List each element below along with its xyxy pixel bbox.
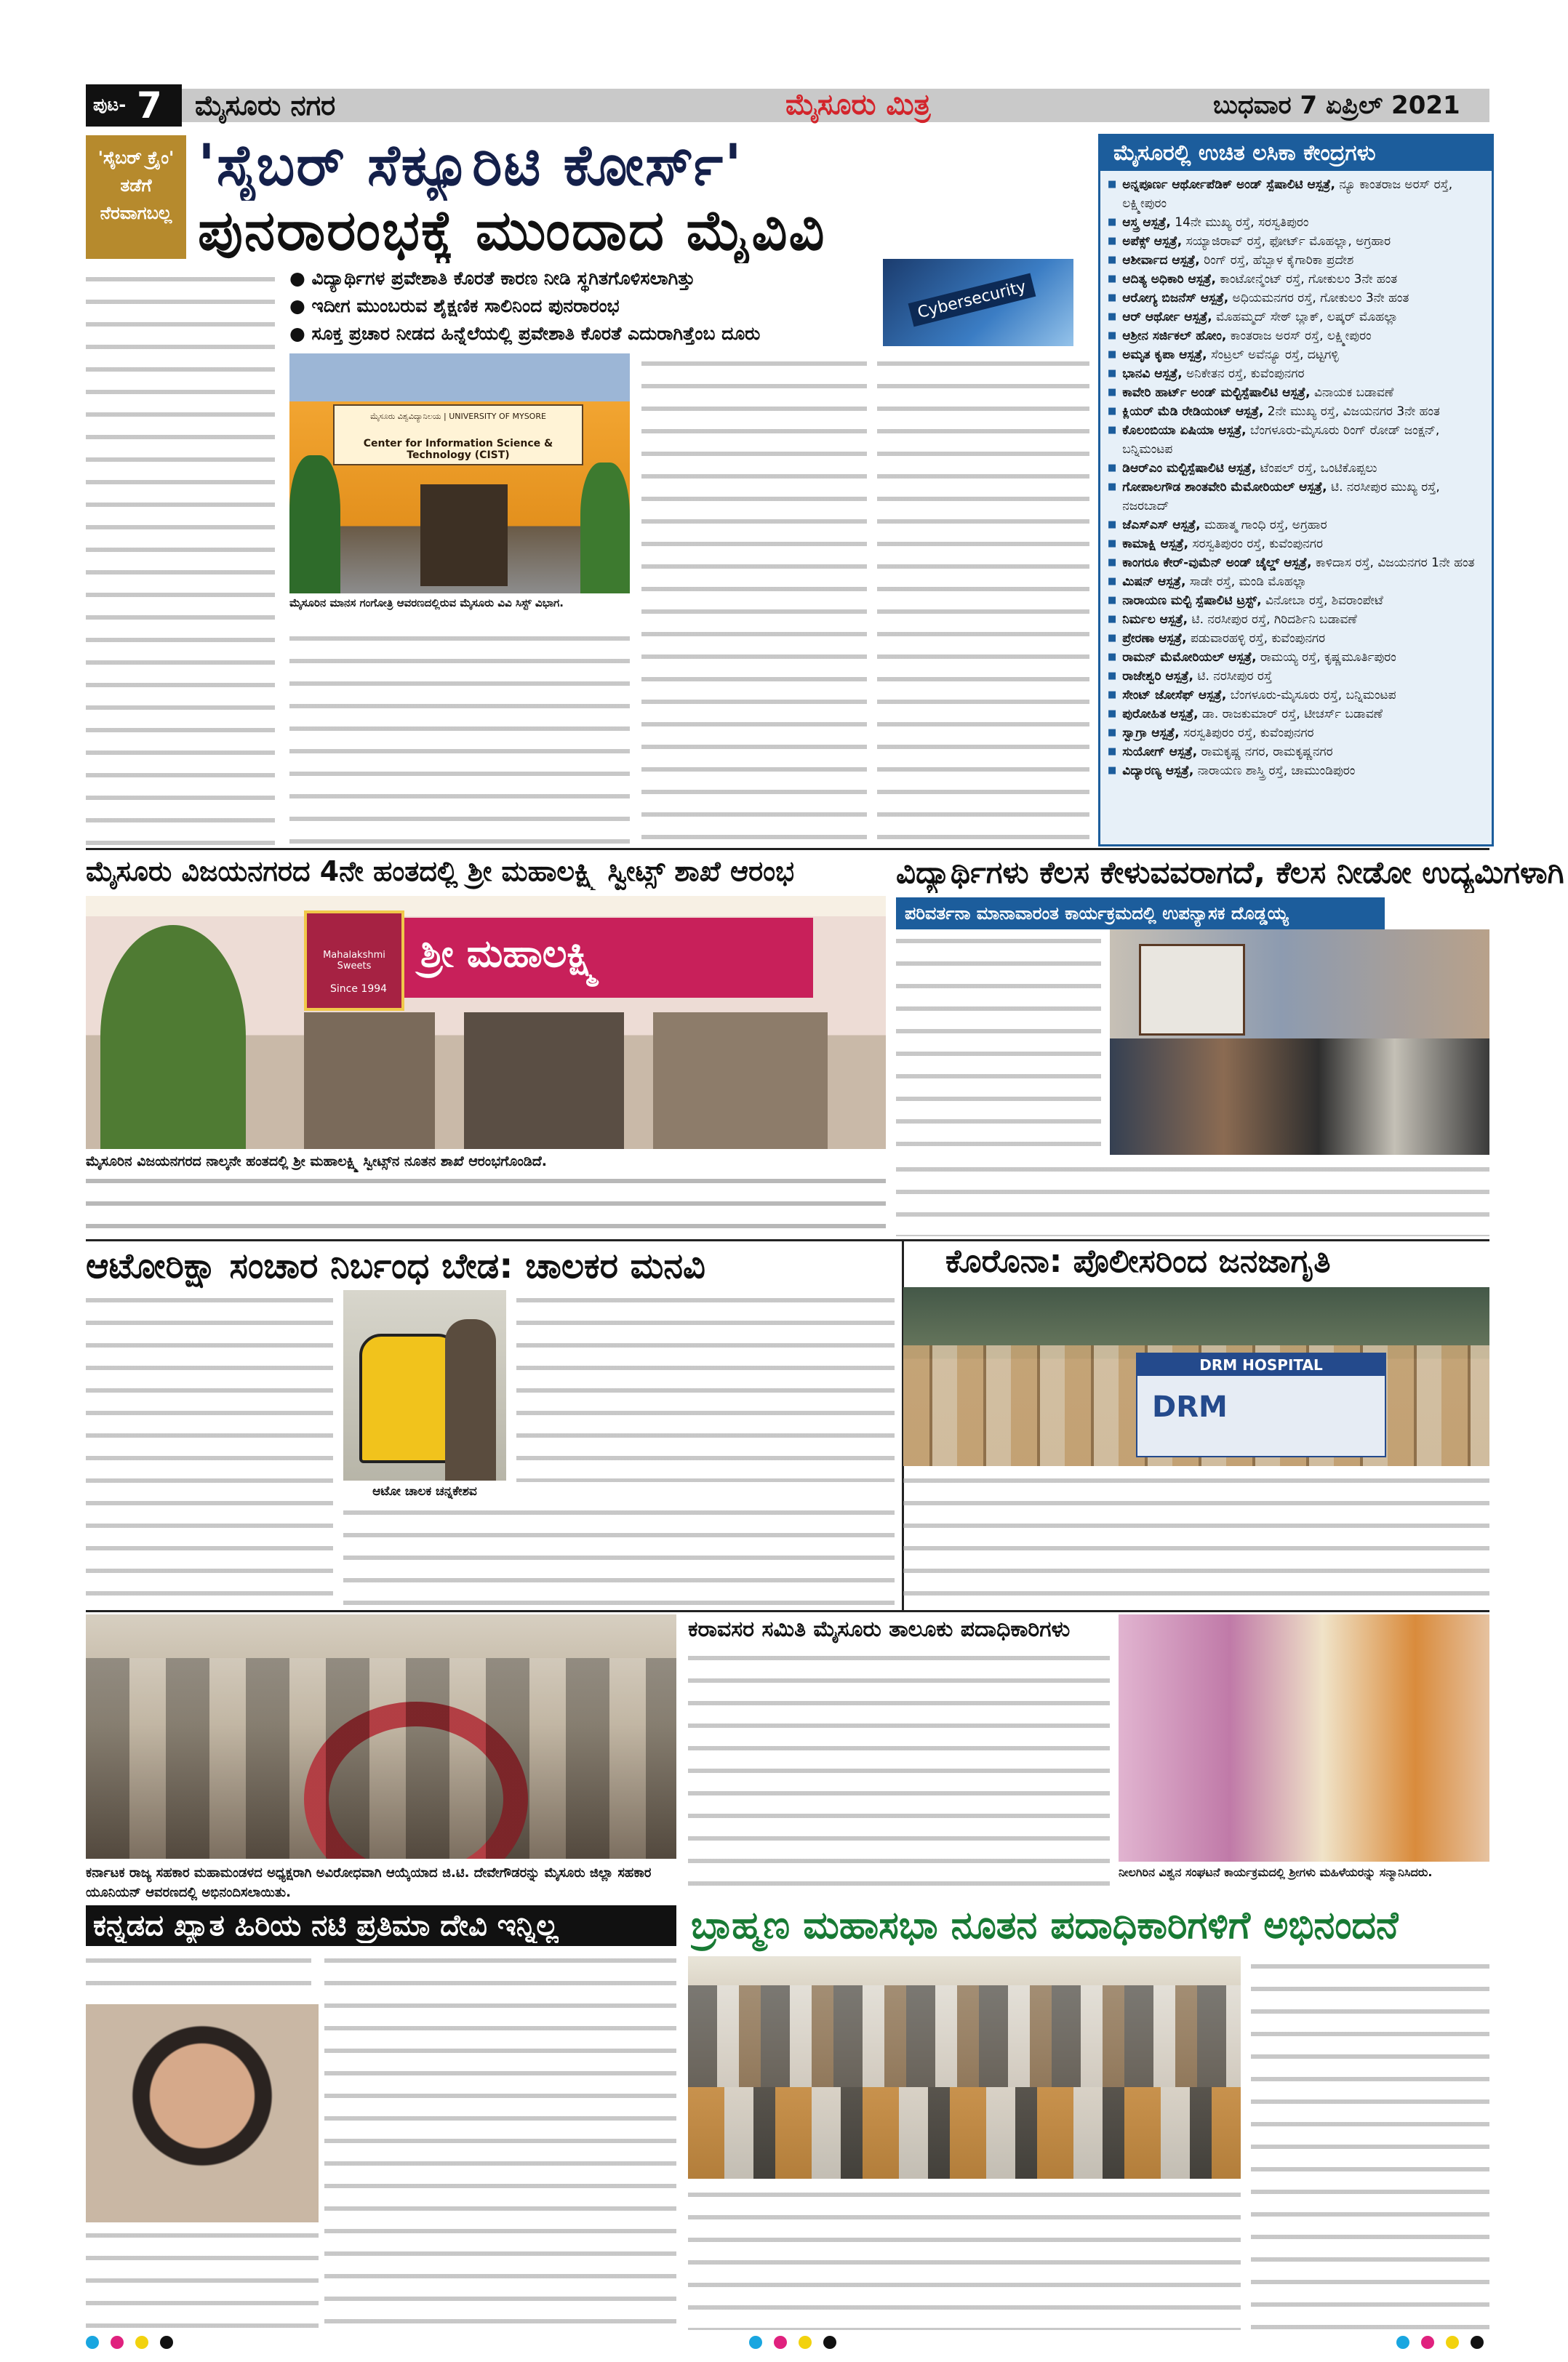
vaccination-centre-text (1122, 686, 1396, 705)
vaccination-centre (1108, 610, 1484, 629)
checkbox-bullet-icon: ■ (1108, 614, 1117, 625)
checkbox-bullet-icon: ■ (1108, 746, 1117, 757)
page-number-box (86, 84, 182, 127)
registration-dot (86, 2336, 99, 2349)
vaccination-centre (1108, 629, 1484, 648)
vaccination-centre (1108, 724, 1484, 742)
vaccination-centre (1108, 553, 1484, 572)
vaccination-centre-text (1122, 705, 1383, 724)
sweets-shop-photo (86, 896, 886, 1149)
checkbox-bullet-icon: ■ (1108, 576, 1117, 587)
cyber-subhead-1: ● ವಿದ್ಯಾರ್ಥಿಗಳ ಪ್ರವೇಶಾತಿ ಕೊರತೆ ಕಾರಣ ನೀಡಿ ಸ್ಥಗಿತಗೊಳಿಸಲಾಗಿತ್ತು (289, 268, 695, 289)
vaccination-centre-address: ಬೆಂಗಳೂರು-ಮೈಸೂರು ರಿಂಗ್ ರೋಡ್ ಜಂಕ್ಷನ್, ಬನ್ನಿಮಂಟಪ (1122, 423, 1440, 457)
vaccination-centre (1108, 175, 1484, 213)
vaccination-centre (1108, 421, 1484, 459)
karadasa-headline: ಕರಾವಸರ ಸಮಿತಿ ಮೈಸೂರು ತಾಲೂಕು ಪದಾಧಿಕಾರಿಗಳು (688, 1617, 1071, 1642)
cyber-graphic-label: Cybersecurity (908, 273, 1036, 327)
plant-right (580, 463, 630, 593)
vaccination-centre-text (1122, 591, 1383, 610)
vaccination-centre-text (1122, 629, 1325, 648)
cyber-headline-2: ಪುನರಾರಂಭಕ್ಕೆ ಮುಂದಾದ ಮೈವಿವಿ (198, 198, 826, 263)
checkbox-bullet-icon: ■ (1108, 463, 1117, 473)
checkbox-bullet-icon: ■ (1108, 670, 1117, 681)
registration-marks-right (1396, 2336, 1495, 2352)
vaccination-centre-text (1122, 383, 1393, 402)
karadasa-caption: ನೀಲಗಿರಿನ ವಿಶ್ವನ ಸಂಘಟನೆ ಕಾರ್ಯಕ್ರಮದಲ್ಲಿ ಶ್ರೀಗಳು ಮಹಿಳೆಯರನ್ನು ಸನ್ಮಾನಿಸಿದರು. (1119, 1865, 1433, 1879)
shop-sign-text: ಶ್ರೀ ಮಹಾಲಕ್ಷ್ಮಿ (420, 932, 599, 976)
vaccination-centre-name: ಅಮೃತ ಕೃಪಾ ಆಸ್ಪತ್ರೆ, (1122, 348, 1207, 362)
vaccination-centre-address: ಟಿ. ನರಸೀಪುರ ರಸ್ತೆ, ಗಿರಿದರ್ಶಿನಿ ಬಡಾವಣೆ (1191, 612, 1357, 627)
cyber-body-col3 (641, 355, 867, 845)
registration-dot (1396, 2336, 1409, 2349)
vaccination-centre-name: ಆಶ್ರೀನ ಸರ್ಜಿಕಲ್ ಹೋಂ, (1122, 329, 1227, 343)
registration-marks-left (86, 2336, 185, 2352)
vaccination-centre-address: ಟಿ. ನರಸೀಪುರ ಮುಖ್ಯ ರಸ್ತೆ, ನಜರಬಾದ್ (1122, 480, 1440, 513)
vaccination-centre-name: ಕಾಂಗರೂ ಕೇರ್-ವುಮೆನ್ ಅಂಡ್ ಚೈಲ್ಡ್ ಆಸ್ಪತ್ರೆ, (1122, 556, 1312, 570)
checkbox-bullet-icon: ■ (1108, 519, 1117, 530)
vaccination-centre (1108, 383, 1484, 402)
crowd (86, 1658, 676, 1859)
group-seated (688, 2087, 1241, 2179)
vaccination-centre-name: ವಿದ್ಯಾರಣ್ಯ ಆಸ್ಪತ್ರೆ, (1122, 764, 1194, 778)
vaccination-centre-address: ಮೊಹಮ್ಮದ್ ಸೇಠ್ ಬ್ಲಾಕ್, ಲಷ್ಕರ್ ಮೊಹಲ್ಲಾ (1216, 310, 1399, 324)
sweets-caption-body (86, 1172, 886, 1236)
prathima-body-col1b (86, 2227, 319, 2330)
sweets-caption: ಮೈಸೂರಿನ ವಿಜಯನಗರದ ನಾಲ್ಕನೇ ಹಂತದಲ್ಲಿ ಶ್ರೀ ಮಹಾಲಕ್ಷ್ಮಿ ಸ್ವೀಟ್ಸ್‌ನ ನೂತನ ಶಾಖೆ ಆರಂಭಗೊಂಡಿದೆ. (86, 1153, 547, 1169)
checkbox-bullet-icon: ■ (1108, 368, 1117, 379)
checkbox-bullet-icon: ■ (1108, 311, 1117, 322)
vaccination-centre-name: ಪುರೋಹಿತ ಆಸ್ಪತ್ರೆ, (1122, 707, 1199, 721)
vaccination-centre-address: ಕಾಂಟೋನ್ಮೆಂಟ್ ರಸ್ತೆ, ಗೋಕುಲಂ 3ನೇ ಹಂತ (1220, 272, 1398, 287)
vaccination-centre-address: ನಾರಾಯಣ ಶಾಸ್ತ್ರಿ ರಸ್ತೆ, ಚಾಮುಂಡಿಪುರಂ (1197, 764, 1356, 778)
vaccination-centre (1108, 478, 1484, 516)
checkbox-bullet-icon: ■ (1108, 387, 1117, 398)
vaccination-centre (1108, 289, 1484, 308)
checkbox-bullet-icon: ■ (1108, 349, 1117, 360)
vaccination-centre-text (1122, 742, 1332, 761)
registration-dot (823, 2336, 836, 2349)
vaccination-centre-address: ಅಧಿಯಮನಗರ ರಸ್ತೆ, ಗೋಕುಲಂ 3ನೇ ಹಂತ (1232, 291, 1409, 305)
vaccination-centre-name: ರಾಮನ್ ಮೆಮೋರಿಯಲ್ ಆಸ್ಪತ್ರೆ, (1122, 650, 1257, 665)
brahmana-photo (688, 1956, 1241, 2179)
vaccination-centre-address: ಡಾ. ರಾಜಕುಮಾರ್ ರಸ್ತೆ, ಟೀಚರ್ಸ್ ಬಡಾವಣೆ (1201, 707, 1383, 721)
checkbox-bullet-icon: ■ (1108, 765, 1117, 776)
vaccination-centre-name: ಆರ್ ಆರ್ಥೋ ಆಸ್ಪತ್ರೆ, (1122, 310, 1212, 324)
drm-banner (1136, 1353, 1386, 1457)
cist-building-photo (289, 353, 630, 593)
vaccination-centre-address: ಸೆಂಟ್ರಲ್ ಅವೆನ್ಯೂ ರಸ್ತೆ, ದಟ್ಟಗಳ್ಳಿ (1210, 348, 1339, 362)
vaccination-centre-name: ಸ್ವಾಗ್ರಾ ಆಸ್ಪತ್ರೆ, (1122, 726, 1180, 740)
paper-name: ಮೈಸೂರು ಮಿತ್ರ (785, 87, 931, 121)
auto-photo (343, 1290, 506, 1481)
divider (86, 1610, 1489, 1612)
vaccination-centre (1108, 667, 1484, 686)
checkbox-bullet-icon: ■ (1108, 595, 1117, 606)
registration-dot (1471, 2336, 1484, 2349)
vaccination-centre-address: ಸಯ್ಯಾಜಿರಾವ್ ರಸ್ತೆ, ಫೋರ್ಟ್ ಮೊಹಲ್ಲಾ, ಅಗ್ರಹಾರ (1185, 234, 1391, 249)
registration-dot (1446, 2336, 1459, 2349)
vaccination-centre-address: ವಿನೋಬಾ ರಸ್ತೆ, ಶಿವರಾಂಪೇಟೆ (1265, 593, 1383, 608)
cyber-headline-1: 'ಸೈಬರ್ ಸೆಕ್ಯೂರಿಟಿ ಕೋರ್ಸ್' (198, 133, 743, 199)
cyber-body-col4 (877, 355, 1089, 845)
vaccination-centre-address: ಅನಿಕೇತನ ರಸ್ತೆ, ಕುವೆಂಪುನಗರ (1186, 367, 1305, 381)
shop-logo: Mahalakshmi Sweets (323, 950, 385, 972)
vaccination-centre-text (1122, 610, 1357, 629)
students-photo (1110, 929, 1489, 1155)
cist-sign-line-1: ಮೈಸೂರು ವಿಶ್ವವಿದ್ಯಾನಿಲಯ | UNIVERSITY OF MYSORE (370, 412, 546, 421)
vaccination-centre-text (1122, 289, 1409, 308)
vaccination-centre-address: ನ್ಯೂ ಕಾಂತರಾಜ ಅರಸ್ ರಸ್ತೆ, ಲಕ್ಷ್ಮೀಪುರಂ (1122, 177, 1453, 211)
tree-left (100, 925, 246, 1149)
vaccination-centre-text (1122, 572, 1306, 591)
felicitation-caption: ಕರ್ನಾಟಕ ರಾಜ್ಯ ಸಹಕಾರ ಮಹಾಮಂಡಳದ ಅಧ್ಯಕ್ಷರಾಗಿ ಅವಿರೋಧವಾಗಿ ಆಯ್ಕೆಯಾದ ಜಿ.ಟಿ. ದೇವೇಗೌಡರನ್ನು ಮೈಸೂರು ಜಿಲ್ಲಾ ಸಹಕಾರ ಯೂನಿಯನ್ ಆವರಣದಲ್ಲಿ ಅಭಿನಂದಿಸಲಾಯಿತು. (86, 1865, 652, 1900)
vaccination-centre (1108, 648, 1484, 667)
vaccination-centre-name: ಕೊಲಂಬಿಯಾ ಏಷಿಯಾ ಆಸ್ಪತ್ರೆ, (1122, 423, 1247, 438)
cyber-body-col2 (289, 630, 630, 845)
felicitation-photo (86, 1614, 676, 1859)
section-name: ಮೈಸೂರು ನಗರ (195, 89, 336, 121)
driver (445, 1319, 496, 1481)
drm-banner-logo: DRM (1152, 1390, 1228, 1424)
karadasa-body (688, 1649, 1110, 1894)
vaccination-centre-text (1122, 402, 1440, 421)
students-body-bottom (896, 1161, 1489, 1236)
karadasa-photo (1119, 1614, 1489, 1862)
vaccination-centre-address: ಸರಸ್ವತಿಪುರಂ ರಸ್ತೆ, ಕುವೆಂಪುನಗರ (1183, 726, 1314, 740)
shop-sign-since: Since 1994 (330, 983, 388, 995)
shop-logo-badge (304, 910, 404, 1011)
vaccination-centre-name: ಕ್ಲಿಯರ್ ಮೆಡಿ ರೇಡಿಯಂಟ್ ಆಸ್ಪತ್ರೆ, (1122, 404, 1264, 419)
vaccination-title: ಮೈಸೂರಲ್ಲಿ ಉಚಿತ ಲಸಿಕಾ ಕೇಂದ್ರಗಳು (1100, 136, 1492, 171)
registration-dot (1421, 2336, 1434, 2349)
brahmana-body-right (1251, 1958, 1489, 2330)
vaccination-centre (1108, 345, 1484, 364)
drm-banner-title: DRM HOSPITAL (1137, 1354, 1385, 1376)
prathima-body-col1 (86, 1952, 311, 2000)
vaccination-centre-address: ರಾಮಕೃಷ್ಣ ನಗರ, ರಾಮಕೃಷ್ಣನಗರ (1201, 745, 1333, 759)
vaccination-centre-text (1122, 667, 1272, 686)
vaccination-centre-name: ಸೇಂಟ್ ಜೋಸೆಫ್ ಆಸ್ಪತ್ರೆ, (1122, 688, 1227, 702)
students-body-col1 (896, 932, 1101, 1155)
vaccination-centre (1108, 327, 1484, 345)
auto-body-col2 (516, 1292, 895, 1482)
vaccination-centre (1108, 270, 1484, 289)
vaccination-centre-name: ಕಾಮಾಕ್ಷಿ ಆಸ್ಪತ್ರೆ, (1122, 537, 1189, 551)
vaccination-centre-address: ಕಾಳಿದಾಸ ರಸ್ತೆ, ವಿಜಯನಗರ 1ನೇ ಹಂತ (1316, 556, 1475, 570)
kicker-text: 'ಸೈಬರ್ ಕ್ರೈಂ' ತಡೆಗೆ ನೆರವಾಗಬಲ್ಲ (97, 148, 175, 223)
brahmana-body-bottom (688, 2186, 1241, 2330)
vaccination-centre (1108, 459, 1484, 478)
vaccination-centre-text (1122, 761, 1355, 780)
vaccination-centre-name: ರಾಜೇಶ್ವರಿ ಆಸ್ಪತ್ರೆ, (1122, 669, 1193, 684)
vaccination-centre (1108, 761, 1484, 780)
vaccination-centre-text (1122, 648, 1396, 667)
vaccination-centre-address: ಟೆಂಪಲ್ ರಸ್ತೆ, ಒಂಟಿಕೊಪ್ಪಲು (1260, 461, 1377, 476)
corona-photo (903, 1287, 1489, 1466)
vaccination-centre (1108, 251, 1484, 270)
vaccination-centre-text (1122, 251, 1353, 270)
checkbox-bullet-icon: ■ (1108, 406, 1117, 417)
checkbox-bullet-icon: ■ (1108, 330, 1117, 341)
cyber-graphic (883, 259, 1073, 346)
checkbox-bullet-icon: ■ (1108, 557, 1117, 568)
vaccination-centre (1108, 308, 1484, 327)
vaccination-centre (1108, 742, 1484, 761)
vaccination-centre (1108, 402, 1484, 421)
checkbox-bullet-icon: ■ (1108, 179, 1117, 190)
auto-body-bottom (343, 1504, 895, 1606)
vaccination-centre-address: ಮಹಾತ್ಮ ಗಾಂಧಿ ರಸ್ತೆ, ಅಗ್ರಹಾರ (1204, 518, 1327, 532)
cyber-subhead-3: ● ಸೂಕ್ತ ಪ್ರಚಾರ ನೀಡದ ಹಿನ್ನೆಲೆಯಲ್ಲಿ ಪ್ರವೇಶಾತಿ ಕೊರತೆ ಎದುರಾಗಿತ್ತೆಂಬ ದೂರು (289, 323, 761, 344)
prathima-body-col2 (324, 1952, 676, 2330)
divider (86, 848, 1489, 850)
vaccination-centre-text (1122, 724, 1313, 742)
checkbox-bullet-icon: ■ (1108, 689, 1117, 700)
kicker-box (86, 135, 186, 259)
building-door (420, 484, 508, 586)
page-number: 7 (137, 84, 162, 127)
vaccination-centre-address: ಪಡುವಾರಹಳ್ಳಿ ರಸ್ತೆ, ಕುವೆಂಪುನಗರ (1190, 631, 1326, 646)
checkbox-bullet-icon: ■ (1108, 255, 1117, 265)
vaccination-centre-address: ರಿಂಗ್ ರಸ್ತೆ, ಹೆಬ್ಬಾಳ ಕೈಗಾರಿಕಾ ಪ್ರದೇಶ (1204, 253, 1354, 268)
vaccination-centre (1108, 535, 1484, 553)
registration-dot (135, 2336, 148, 2349)
vaccination-centre-text (1122, 535, 1323, 553)
vaccination-centre (1108, 572, 1484, 591)
vaccination-centre-text (1122, 308, 1398, 327)
vaccination-centre-address: ವಿನಾಯಕ ಬಡಾವಣೆ (1313, 385, 1394, 400)
vaccination-centre (1108, 364, 1484, 383)
vaccination-centre-name: ಆಶೀರ್ವಾದ ಆಸ್ಪತ್ರೆ, (1122, 253, 1200, 268)
brahmana-headline: ಬ್ರಾಹ್ಮಣ ಮಹಾಸಭಾ ನೂತನ ಪದಾಧಿಕಾರಿಗಳಿಗೆ ಅಭಿನಂದನೆ (691, 1904, 1399, 1947)
students-subhead: ಪರಿವರ್ತನಾ ಮಾನಾವಾರಂತ ಕಾರ್ಯಕ್ರಮದಲ್ಲಿ ಉಪನ್ಯಾಸಕ ದೊಡ್ಡಯ್ಯ (896, 897, 1385, 929)
vaccination-centre-name: ಗೋಪಾಲಗೌಡ ಶಾಂತವೇರಿ ಮೆಮೋರಿಯಲ್ ಆಸ್ಪತ್ರೆ, (1122, 480, 1327, 495)
sweets-headline: ಮೈಸೂರು ವಿಜಯನಗರದ 4ನೇ ಹಂತದಲ್ಲಿ ಶ್ರೀ ಮಹಾಲಕ್ಷ್ಮಿ ಸ್ವೀಟ್ಸ್ ಶಾಖೆ ಆರಂಭ (86, 855, 795, 887)
people-row (1110, 1038, 1489, 1155)
vaccination-centre-text (1122, 478, 1484, 516)
auto-headline: ಆಟೋರಿಕ್ಷಾ ಸಂಚಾರ ನಿರ್ಬಂಧ ಬೇಡ: ಚಾಲಕರ ಮನವಿ (86, 1246, 705, 1286)
vaccination-centre-text (1122, 213, 1308, 232)
vaccination-centre (1108, 686, 1484, 705)
registration-dot (799, 2336, 812, 2349)
vaccination-centre (1108, 516, 1484, 535)
vaccination-centre (1108, 232, 1484, 251)
vaccination-centre-name: ಕಾವೇರಿ ಹಾರ್ಟ್ ಅಂಡ್ ಮಲ್ಟಿಸ್ಪೆಷಾಲಿಟಿ ಆಸ್ಪತ್ರೆ, (1122, 385, 1311, 400)
vaccination-centre-name: ಸುಯೋಗ್ ಆಸ್ಪತ್ರೆ, (1122, 745, 1198, 759)
vaccination-list (1100, 171, 1492, 780)
registration-marks-center (749, 2336, 848, 2352)
vaccination-centre-text (1122, 459, 1377, 478)
group-standing (688, 1985, 1241, 2087)
vaccination-centre-name: ಡಿಆರ್‌ಎಂ ಮಲ್ಟಿಸ್ಪೆಷಾಲಿಟಿ ಆಸ್ಪತ್ರೆ, (1122, 461, 1257, 476)
auto-body-col1 (86, 1292, 333, 1606)
registration-dot (111, 2336, 124, 2349)
vaccination-centre-name: ನಾರಾಯಣ ಮಲ್ಟಿ ಸ್ಪೆಷಾಲಿಟಿ ಟ್ರಸ್ಟ್, (1122, 593, 1262, 608)
vaccination-centre-name: ಭಾನವಿ ಆಸ್ಪತ್ರೆ, (1122, 367, 1183, 381)
vaccination-box (1098, 134, 1494, 846)
registration-dot (749, 2336, 762, 2349)
vaccination-centre-name: ಆರೋಗ್ಯ ಬಿಜನೆಸ್ ಆಸ್ಪತ್ರೆ, (1122, 291, 1229, 305)
checkbox-bullet-icon: ■ (1108, 273, 1117, 284)
shop-counter (653, 1012, 828, 1149)
vaccination-centre-name: ಆಸ್ತ್ರ ಆಸ್ಪತ್ರೆ, (1122, 215, 1171, 230)
cyber-subhead-2: ● ಇದೀಗ ಮುಂಬರುವ ಶೈಕ್ಷಣಿಕ ಸಾಲಿನಿಂದ ಪುನರಾರಂಭ (289, 295, 620, 316)
checkbox-bullet-icon: ■ (1108, 633, 1117, 644)
checkbox-bullet-icon: ■ (1108, 538, 1117, 549)
students-headline: ವಿದ್ಯಾರ್ಥಿಗಳು ಕೆಲಸ ಕೇಳುವವರಾಗದೆ, ಕೆಲಸ ನೀಡೋ ಉದ್ಯಮಿಗಳಾಗಿ (896, 854, 1564, 890)
vaccination-centre-address: ಟಿ. ನರಸೀಪುರ ರಸ್ತೆ (1197, 669, 1273, 684)
plant-left (289, 455, 340, 593)
vaccination-centre-address: ಸಾಡೇ ರಸ್ತೆ, ಮಂಡಿ ಮೊಹಲ್ಲಾ (1189, 575, 1307, 589)
issue-date: ಬುಧವಾರ 7 ಏಪ್ರಿಲ್ 2021 (1213, 91, 1460, 120)
checkbox-bullet-icon: ■ (1108, 292, 1117, 303)
vaccination-centre-text (1122, 327, 1371, 345)
cist-photo-caption: ಮೈಸೂರಿನ ಮಾನಸ ಗಂಗೋತ್ರಿ ಆವರಣದಲ್ಲಿರುವ ಮೈಸೂರು ವಿವಿ ಸಿಸ್ಟ್ ವಿಭಾಗ. (289, 596, 564, 609)
vaccination-centre-text (1122, 553, 1474, 572)
checkbox-bullet-icon: ■ (1108, 481, 1117, 492)
vaccination-centre (1108, 705, 1484, 724)
corona-headline: ಕೊರೊನಾ: ಪೊಲೀಸರಿಂದ ಜನಜಾಗೃತಿ (945, 1243, 1331, 1280)
cyber-body-col1 (86, 271, 275, 845)
cist-sign-line-2: Center for Information Science & Technology (CIST) (363, 438, 553, 461)
vaccination-centre-address: 2ನೇ ಮುಖ್ಯ ರಸ್ತೆ, ವಿಜಯನಗರ 3ನೇ ಹಂತ (1267, 404, 1440, 419)
vaccination-centre-address: ಕಾಂತರಾಜ ಅರಸ್ ರಸ್ತೆ, ಲಕ್ಷ್ಮೀಪುರಂ (1230, 329, 1372, 343)
checkbox-bullet-icon: ■ (1108, 652, 1117, 662)
checkbox-bullet-icon: ■ (1108, 425, 1117, 436)
vaccination-centre-text (1122, 364, 1304, 383)
vaccination-centre-address: ರಾಮಯ್ಯ ರಸ್ತೆ, ಕೃಷ್ಣಮೂರ್ತಿಪುರಂ (1260, 650, 1396, 665)
vaccination-centre-name: ಅಪೆಕ್ಸ್ ಆಸ್ಪತ್ರೆ, (1122, 234, 1183, 249)
vaccination-centre-name: ಪ್ರೇರಣಾ ಆಸ್ಪತ್ರೆ, (1122, 631, 1187, 646)
page-label: ಪುಟ- (93, 95, 127, 115)
vaccination-centre-text (1122, 270, 1397, 289)
vaccination-centre-text (1122, 516, 1327, 535)
registration-dot (774, 2336, 787, 2349)
checkbox-bullet-icon: ■ (1108, 708, 1117, 719)
vaccination-centre-text (1122, 232, 1391, 251)
vaccination-centre-text (1122, 175, 1484, 213)
shop-entrance (464, 1012, 624, 1149)
vaccination-centre (1108, 591, 1484, 610)
corona-body (903, 1472, 1489, 1607)
checkbox-bullet-icon: ■ (1108, 217, 1117, 228)
vaccination-centre (1108, 213, 1484, 232)
vaccination-centre-name: ನಿರ್ಮಲ ಆಸ್ಪತ್ರೆ, (1122, 612, 1188, 627)
vaccination-centre-name: ಆದಿತ್ಯ ಅಧಿಕಾರಿ ಆಸ್ಪತ್ರೆ, (1122, 272, 1216, 287)
vaccination-centre-name: ಜೆಎಸ್‌ಎಸ್ ಆಸ್ಪತ್ರೆ, (1122, 518, 1201, 532)
prathima-portrait (86, 2004, 319, 2222)
checkbox-bullet-icon: ■ (1108, 727, 1117, 738)
cist-sign (333, 404, 583, 465)
vaccination-centre-name: ಅನ್ನಪೂರ್ಣ ಆರ್ಥೋಪೆಡಿಕ್ ಅಂಡ್ ಸ್ಪೆಷಾಲಿಟಿ ಆಸ್ಪತ್ರೆ, (1122, 177, 1335, 192)
vaccination-centre-address: 14ನೇ ಮುಖ್ಯ ರಸ್ತೆ, ಸರಸ್ವತಿಪುರಂ (1175, 215, 1309, 230)
vaccination-centre-text (1122, 421, 1484, 459)
registration-dot (160, 2336, 173, 2349)
vaccination-centre-name: ಮಿಷನ್ ಆಸ್ಪತ್ರೆ, (1122, 575, 1186, 589)
shop-window (304, 1012, 435, 1149)
vaccination-centre-address: ಬೆಂಗಳೂರು-ಮೈಸೂರು ರಸ್ತೆ, ಬನ್ನಿಮಂಟಪ (1230, 688, 1396, 702)
auto-photo-caption: ಆಟೋ ಚಾಲಕ ಚನ್ನಕೇಶವ (372, 1484, 477, 1499)
vaccination-centre-address: ಸರಸ್ವತಿಪುರಂ ರಸ್ತೆ, ಕುವೆಂಪುನಗರ (1192, 537, 1323, 551)
checkbox-bullet-icon: ■ (1108, 236, 1117, 247)
prathima-headline: ಕನ್ನಡದ ಖ್ಯಾತ ಹಿರಿಯ ನಟಿ ಪ್ರತಿಮಾ ದೇವಿ ಇನ್ನಿಲ್ಲ (93, 1909, 559, 1942)
vaccination-centre-text (1122, 345, 1338, 364)
portrait-frame (1139, 944, 1245, 1036)
